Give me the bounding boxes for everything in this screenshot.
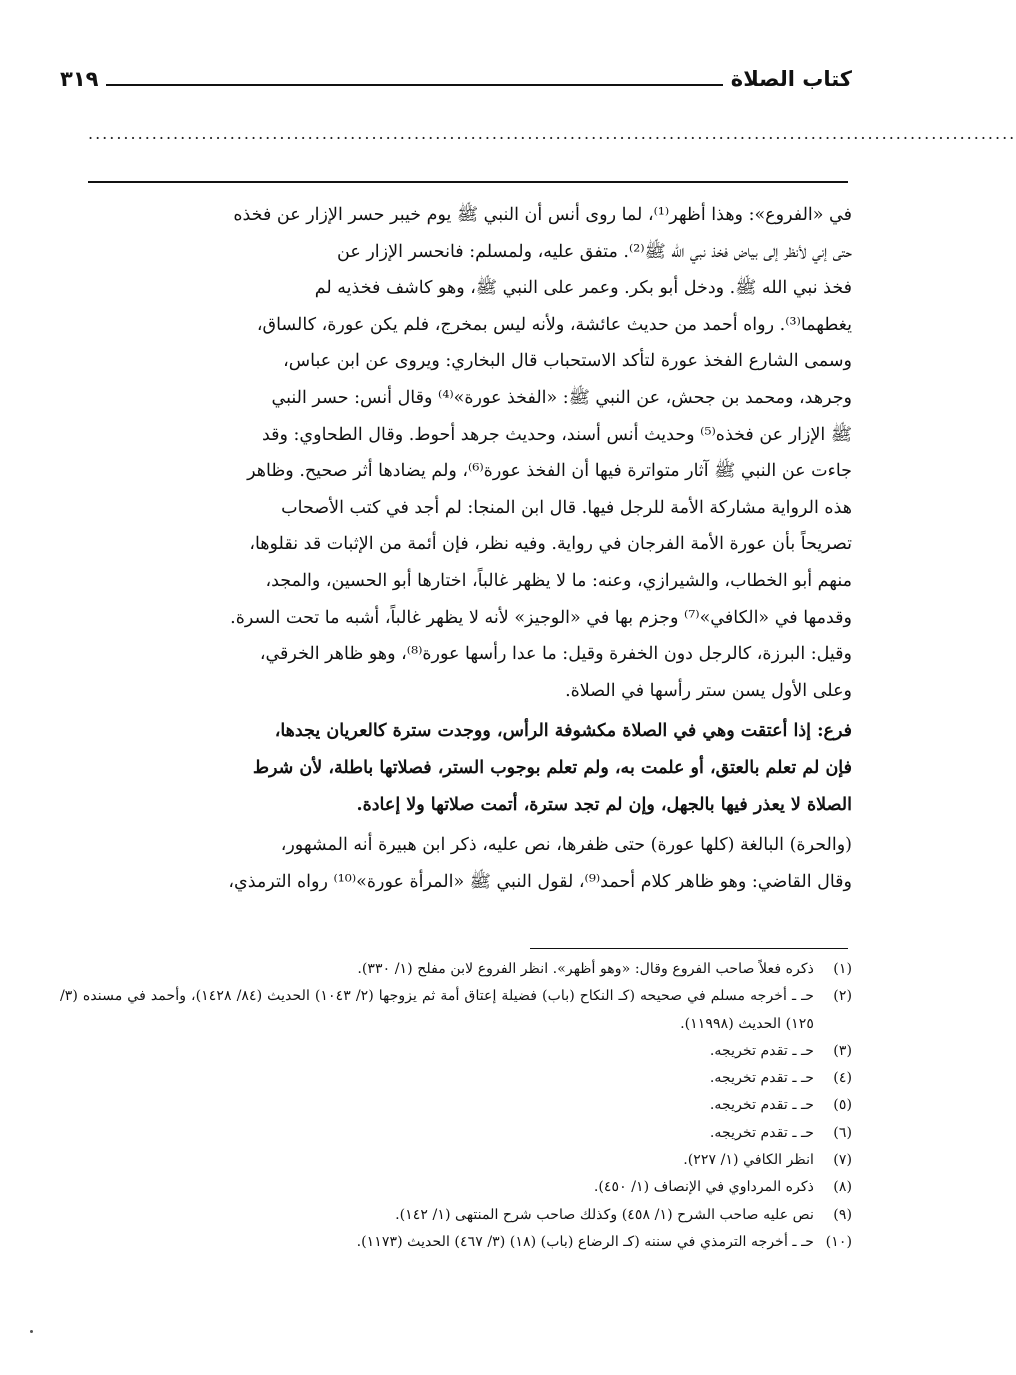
footnote-text: حـ ـ تقدم تخريجه. [709, 1097, 814, 1114]
footnote-number: (٦) [833, 1124, 852, 1141]
main-text [60, 197, 852, 900]
footnote-number: (٤) [833, 1070, 852, 1087]
text-line: وعلى الأول يسن ستر رأسها في الصلاة. [565, 680, 852, 701]
text-line: يغطهما⁽³⁾. رواه أحمد من حديث عائشة، ولأنه ليس بمخرج، فلم يكن عورة، كالساق، [256, 314, 852, 335]
text-line: جاءت عن النبي ﷺ آثار متواترة فيها أن الفخذ عورة⁽⁶⁾، ولم يضادها أثر صحيح. وظاهر [247, 461, 852, 482]
footnote-item [60, 1147, 852, 1174]
text-line: فخذ نبي الله ﷺ. ودخل أبو بكر. وعمر على النبي ﷺ، وهو كاشف فخذيه لم [314, 278, 852, 299]
footnote-text: حـ ـ تقدم تخريجه. [709, 1070, 814, 1087]
text-line: فإن لم تعلم بالعتق، أو علمت به، ولم تعلم بوجوب الستر، فصلاتها باطلة، لأن شرط [252, 757, 852, 778]
text-line: وجرهد، ومحمد بن جحش، عن النبي ﷺ: «الفخذ عورة»⁽⁴⁾ وقال أنس: حسر النبي [271, 387, 852, 408]
footnote-rule [530, 948, 848, 949]
footnote-number: (٣) [833, 1042, 852, 1059]
text-line: هذه الرواية مشاركة الأمة للرجل فيها. قال ابن المنجا: لم أجد في كتب الأصحاب [281, 497, 852, 518]
footnote-item [60, 1202, 852, 1229]
footnote-number: (٥) [833, 1097, 852, 1114]
footnote-text: حـ ـ تقدم تخريجه. [709, 1042, 814, 1059]
text-line: وقيل: البرزة، كالرجل دون الخفرة وقيل: ما عدا رأسها عورة⁽⁸⁾، وهو ظاهر الخرقي، [259, 644, 852, 665]
page-number: ٣١٩ [60, 67, 99, 91]
scan-speck [30, 1330, 33, 1333]
text-line: وقدمها في «الكافي»⁽⁷⁾ وجزم بها في «الوجيز» لأنه لا يظهر غالباً، أشبه ما تحت السرة. [230, 607, 852, 628]
footnote-text: ذكره المرداوي في الإنصاف (١/ ٤٥٠). [593, 1179, 814, 1196]
running-title: كتاب الصلاة [730, 67, 852, 91]
text-line: وقال القاضي: وهو ظاهر كلام أحمد⁽⁹⁾، لقول النبي ﷺ «المرأة عورة»⁽¹⁰⁾ رواه الترمذي، [228, 871, 852, 892]
footnote-item [60, 1174, 852, 1201]
footnote-text: نص عليه صاحب الشرح (١/ ٤٥٨) وكذلك صاحب شرح المنتهى (١/ ١٤٢). [395, 1206, 814, 1223]
page-header [60, 58, 852, 92]
dotted-separator: ................................................................................................................................... [88, 124, 1016, 143]
paragraph-3 [60, 827, 852, 900]
footnote-number: (٧) [833, 1152, 852, 1169]
header-rule [106, 84, 722, 86]
paragraph-1 [60, 197, 852, 709]
text-line: تصريحاً بأن عورة الأمة الفرجان في رواية. وفيه نظر، فإن أئمة من الإثبات قد نقلوها، [249, 534, 852, 555]
footnote-item [60, 1092, 852, 1119]
footnote-text: حـ ـ تقدم تخريجه. [709, 1124, 814, 1141]
footnote-item [60, 1038, 852, 1065]
footnote-number: (١٠) [825, 1233, 852, 1250]
text-line: حتى إني لأنظر إلى بياض فخذ نبي الله ﷺ⁽²⁾. متفق عليه، ولمسلم: فانحسر الإزار عن [337, 241, 852, 262]
text-line: في «الفروع»: وهذا أظهر⁽¹⁾، لما روى أنس أن النبي ﷺ يوم خيبر حسر الإزار عن فخذه [233, 205, 852, 225]
footnote-item [60, 1229, 852, 1256]
footnote-number: (٩) [833, 1206, 852, 1223]
footnote-item [60, 983, 852, 1038]
text-line: ﷺ الإزار عن فخذه⁽⁵⁾ وحديث أنس أسند، وحديث جرهد أحوط. وقال الطحاوي: وقد [261, 424, 852, 445]
text-line: وسمى الشارع الفخذ عورة لتأكد الاستحباب قال البخاري: ويروى عن ابن عباس، [283, 351, 852, 372]
footnote-number: (١) [833, 961, 852, 977]
footnote-text: ذكره فعلاً صاحب الفروع وقال: «وهو أظهر». انظر الفروع لابن مفلح (١/ ٣٣٠). [357, 961, 814, 977]
text-line: منهم أبو الخطاب، والشيرازي، وعنه: ما لا يظهر غالباً، اختارها أبو الحسين، والمجد، [265, 570, 852, 591]
text-line: (والحرة) البالغة (كلها عورة) حتى ظفرها، نص عليه، ذكر ابن هبيرة أنه المشهور، [280, 835, 852, 856]
footnote-item [60, 956, 852, 983]
text-line: فرع: إذا أعتقت وهي في الصلاة مكشوفة الرأس، ووجدت سترة كالعريان يجدها، [274, 721, 852, 742]
footnotes [60, 956, 852, 1256]
footnote-text: حـ ـ أخرجه مسلم في صحيحه (كـ النكاح (باب) فضيلة إعتاق أمة ثم يزوجها (٢/ ١٠٤٣) الحديث (٨٤/ ١٤٢٨)، وأحمد في مسنده (٣/ ١٢٥) الحديث (١١٩٩٨). [60, 988, 815, 1032]
footnote-number: (٨) [833, 1179, 852, 1196]
footnote-text: حـ ـ أخرجه الترمذي في سننه (كـ الرضاع (باب) (١٨) (٣/ ٤٦٧) الحديث (١١٧٣). [356, 1233, 814, 1250]
footnote-text: انظر الكافي (١/ ٢٢٧). [683, 1152, 814, 1169]
paragraph-2 [60, 713, 852, 823]
footnote-number: (٢) [833, 988, 852, 1005]
footnote-item [60, 1065, 852, 1092]
text-top-rule [88, 181, 848, 183]
text-line: الصلاة لا يعذر فيها بالجهل، وإن لم تجد سترة، أتمت صلاتها ولا إعادة. [356, 794, 852, 815]
footnote-item [60, 1120, 852, 1147]
